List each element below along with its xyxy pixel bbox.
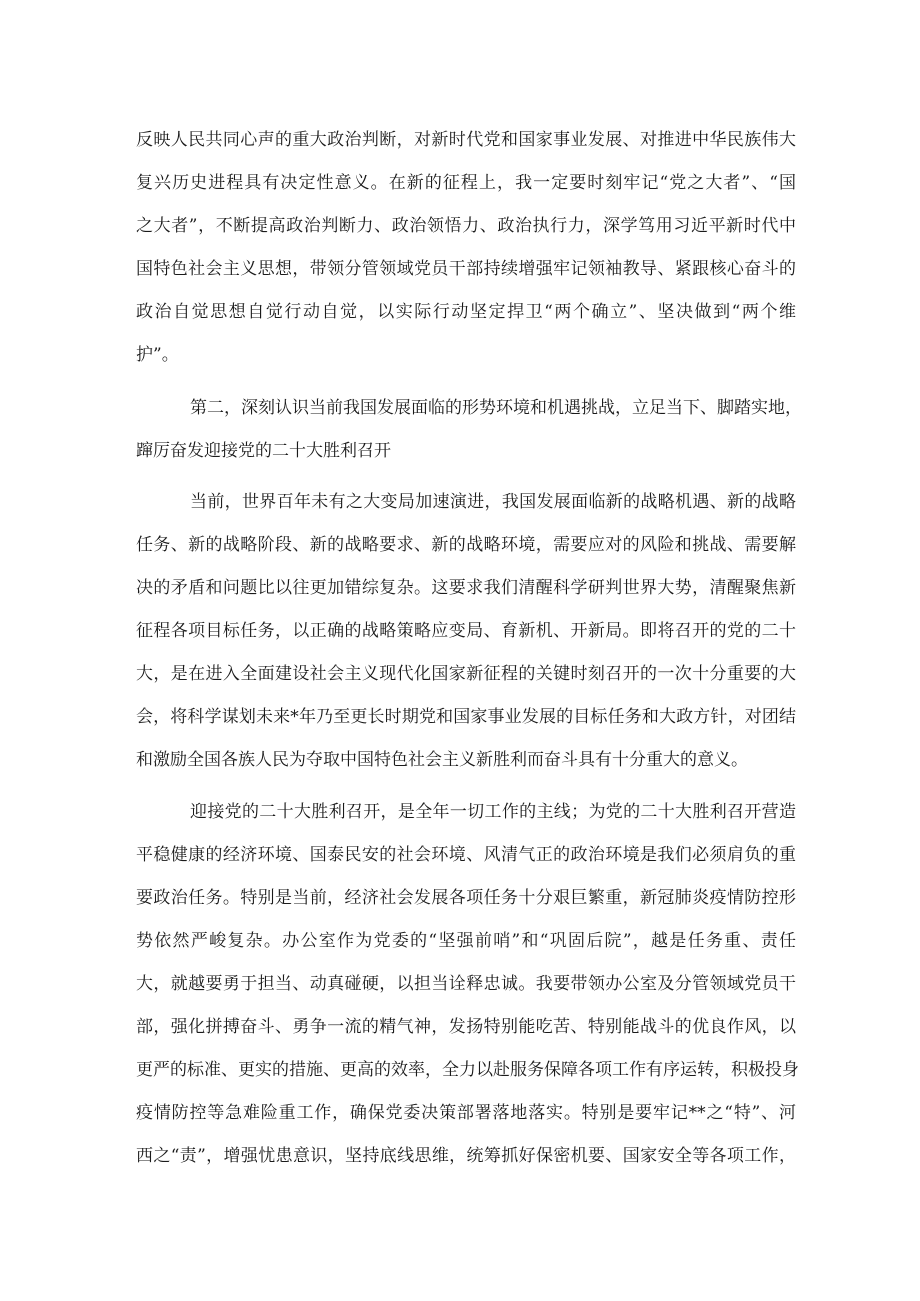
text-line: 反映人民共同心声的重大政治判断，对新时代党和国家事业发展、对推进中华民族伟大 — [136, 130, 796, 150]
text-line: 复兴历史进程具有决定性意义。在新的征程上，我一定要时刻牢记“党之大者”、“国 — [136, 173, 796, 193]
text-line: 要政治任务。特别是当前，经济社会发展各项任务十分艰巨繁重，新冠肺炎疫情防控形 — [136, 888, 796, 908]
text-line: 决的矛盾和问题比以往更加错综复杂。这要求我们清醒科学研判世界大势，清醒聚焦新 — [136, 578, 796, 598]
text-line: 会，将科学谋划未来*年乃至更长时期党和国家事业发展的目标任务和大政方针，对团结 — [136, 707, 796, 727]
text-line: 和激励全国各族人民为夺取中国特色社会主义新胜利而奋斗具有十分重大的意义。 — [136, 750, 748, 770]
text-line: 更严的标准、更实的措施、更高的效率，全力以赴服务保障各项工作有序运转，积极投身 — [136, 1060, 799, 1080]
text-line: 任务、新的战略阶段、新的战略要求、新的战略环境，需要应对的风险和挑战、需要解 — [136, 535, 796, 555]
text-line: 护”。 — [136, 345, 179, 365]
text-line: 国特色社会主义思想，带领分管领域党员干部持续增强牢记领袖教导、紧跟核心奋斗的 — [136, 259, 796, 279]
text-line: 征程各项目标任务，以正确的战略策略应变局、育新机、开新局。即将召开的党的二十 — [136, 621, 796, 641]
text-line: 部，强化拼搏奋斗、勇争一流的精气神，发扬特别能吃苦、特别能战斗的优良作风，以 — [136, 1017, 796, 1037]
text-line: 势依然严峻复杂。办公室作为党委的“坚强前哨”和“巩固后院”，越是任务重、责任 — [136, 931, 796, 951]
text-line: 大，就越要勇于担当、动真碰硬，以担当诠释忠诚。我要带领办公室及分管领域党员干 — [136, 974, 796, 994]
text-line: 迎接党的二十大胜利召开，是全年一切工作的主线；为党的二十大胜利召开营造 — [190, 802, 796, 822]
text-line: 疫情防控等急难险重工作，确保党委决策部署落地落实。特别是要牢记**之“特”、河 — [136, 1103, 796, 1123]
text-line: 政治自觉思想自觉行动自觉，以实际行动坚定捍卫“两个确立”、坚决做到“两个维 — [136, 302, 796, 322]
text-line: 西之“责”，增强忧患意识，坚持底线思维，统筹抓好保密机要、国家安全等各项工作， — [136, 1146, 796, 1166]
text-line: 当前，世界百年未有之大变局加速演进，我国发展面临新的战略机遇、新的战略 — [190, 492, 796, 512]
text-line: 之大者”，不断提高政治判断力、政治领悟力、政治执行力，深学笃用习近平新时代中 — [136, 216, 796, 236]
text-line: 蹿厉奋发迎接党的二十大胜利召开 — [136, 441, 391, 461]
text-line: 大，是在进入全面建设社会主义现代化国家新征程的关键时刻召开的一次十分重要的大 — [136, 664, 796, 684]
text-line: 平稳健康的经济环境、国泰民安的社会环境、风清气正的政治环境是我们必须肩负的重 — [136, 845, 796, 865]
text-line: 第二，深刻认识当前我国发展面临的形势环境和机遇挑战，立足当下、脚踏实地， — [190, 398, 802, 418]
